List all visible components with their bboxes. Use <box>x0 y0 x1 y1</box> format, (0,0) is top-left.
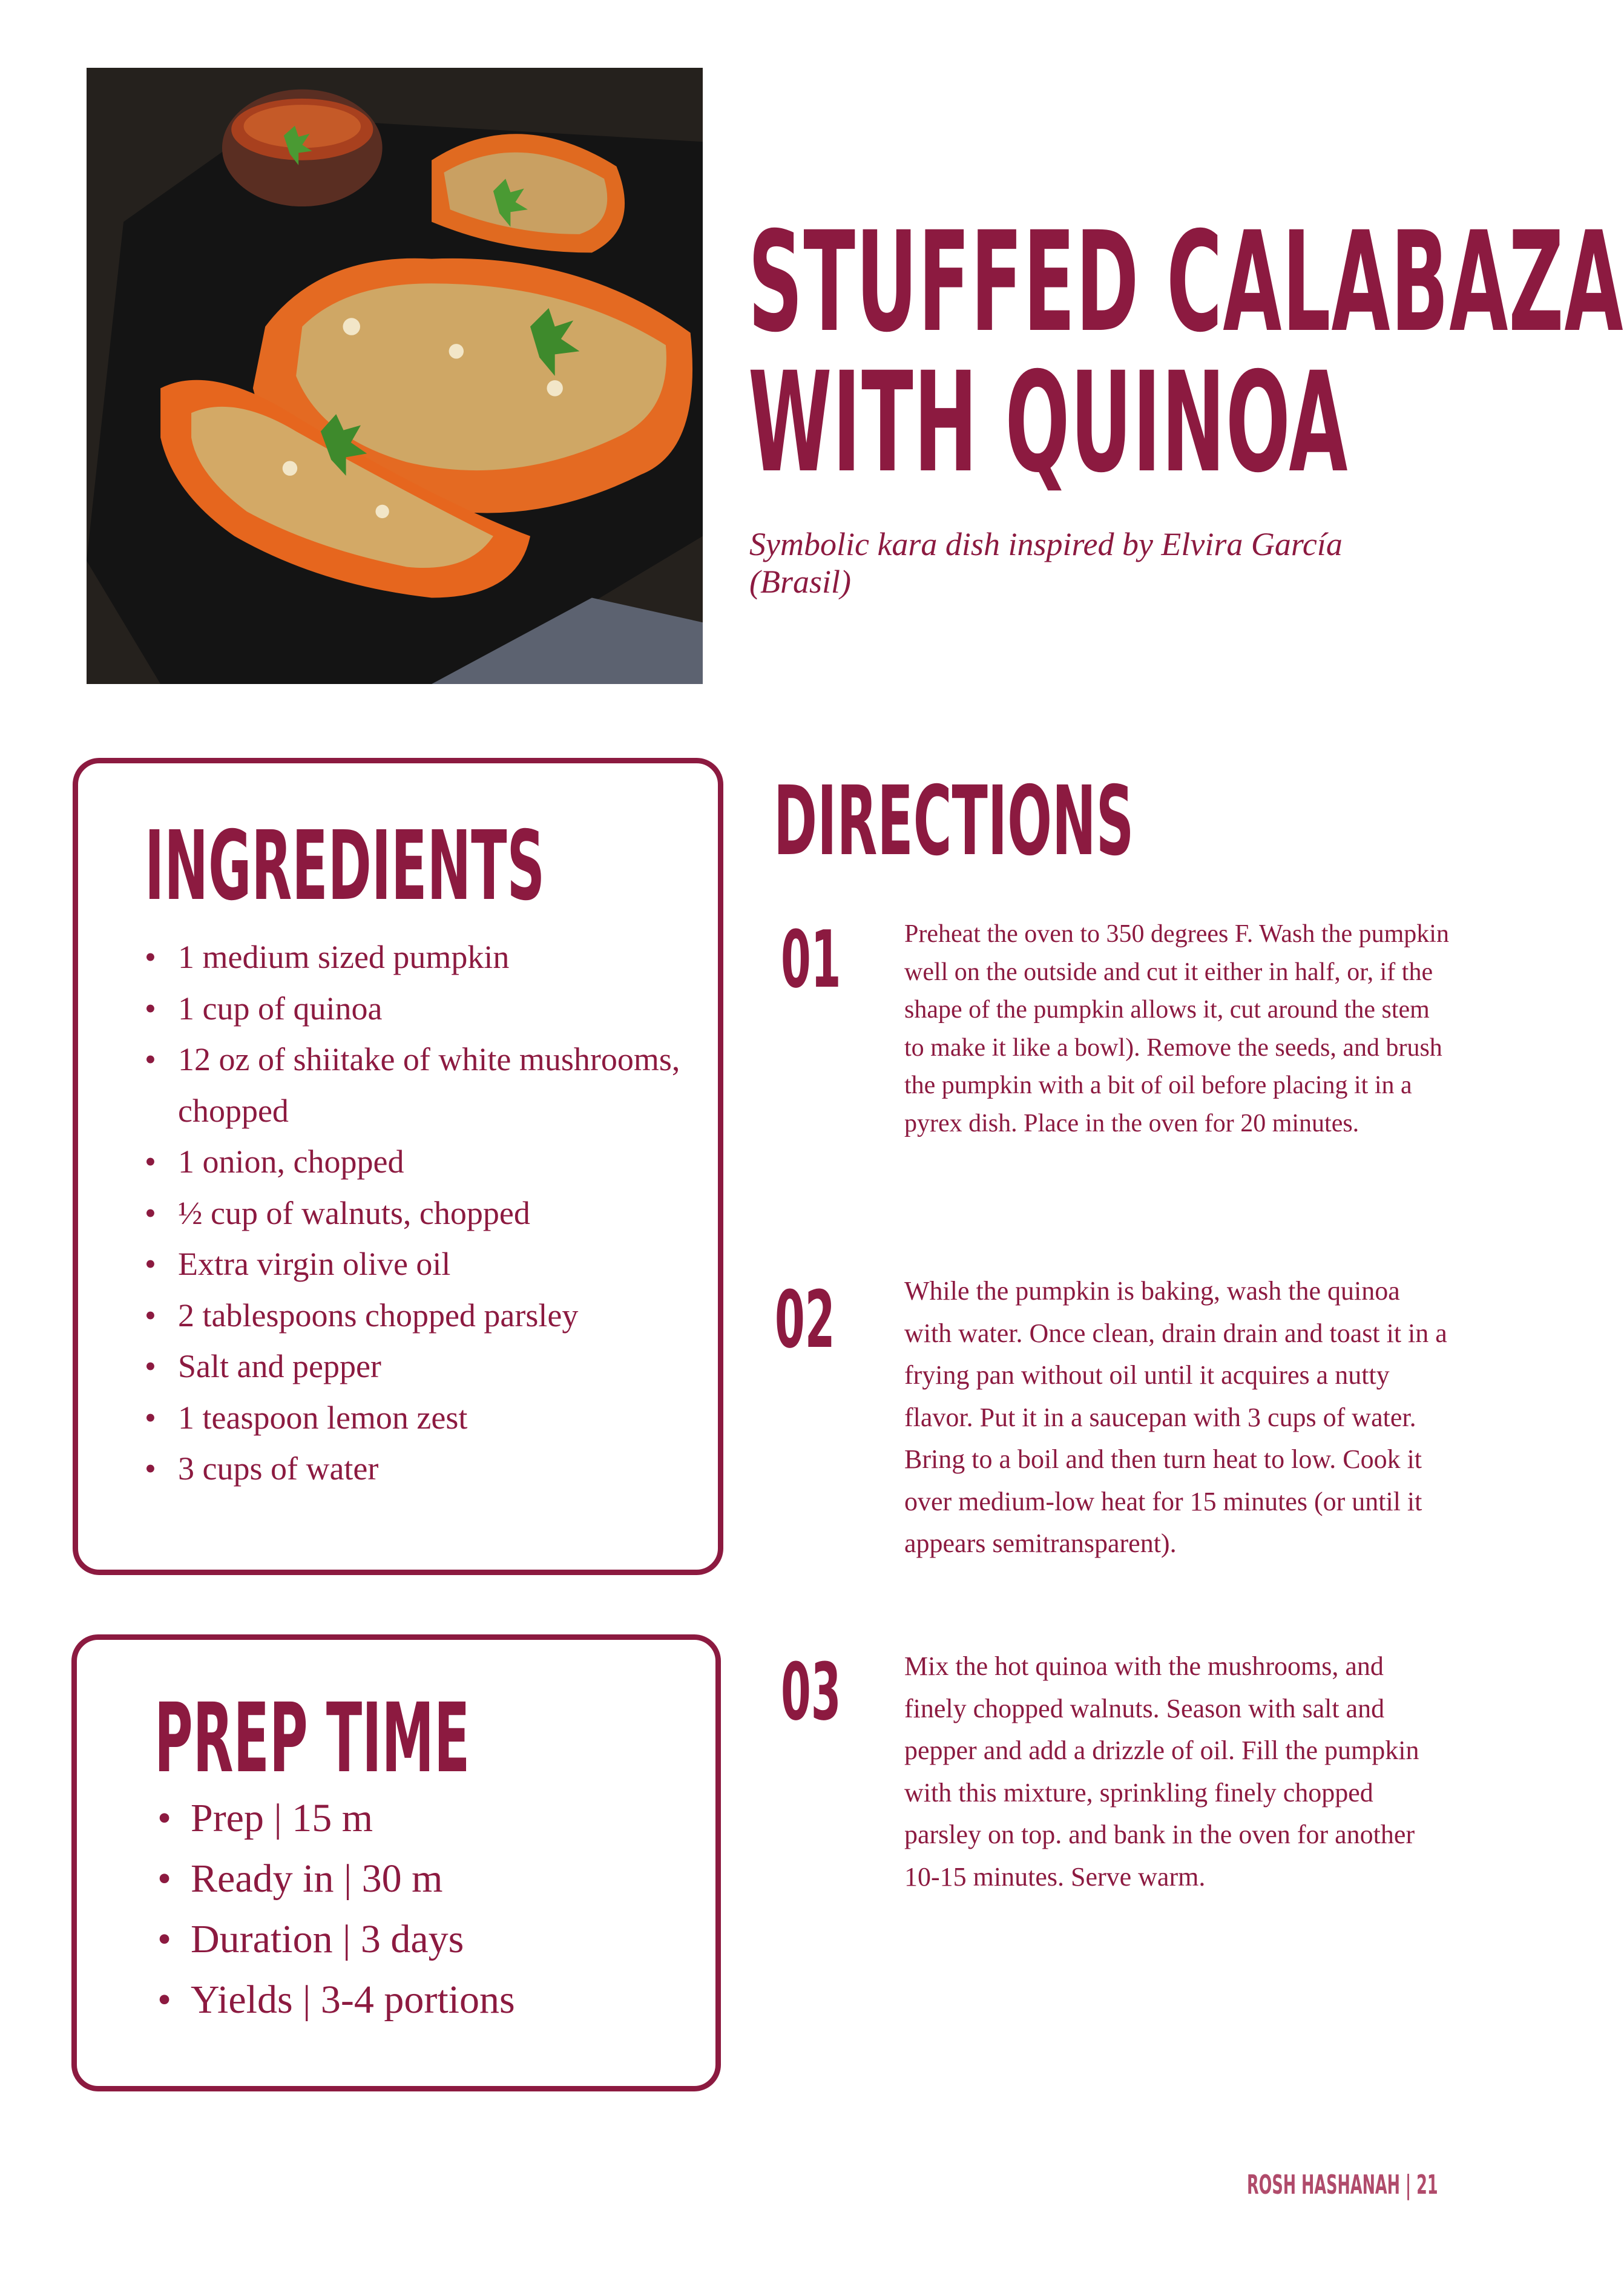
ingredients-list <box>178 932 699 1495</box>
directions-heading: DIRECTIONS <box>774 766 1134 877</box>
ingredients-heading: INGREDIENTS <box>145 811 545 922</box>
step-text: Mix the hot quinoa with the mushrooms, and finely chopped walnuts. Season with salt and pepper and add a drizzle of oil. Fill the pumpkin with this mixture, sprinkling finely chopped parsley on top. and bank in the oven for another 10-15 minutes. Serve warm. <box>904 1651 1419 1892</box>
ingredient-item: • Extra virgin olive oil <box>178 1239 699 1290</box>
step-text: While the pumpkin is baking, wash the quinoa with water. Once clean, drain drain and toast it in a frying pan without oil until it acquires a nutty flavor. Put it in a saucepan with 3 cups of water. Bring to a boil and then turn heat to low. Cook it over medium-low heat for 15 minutes (or until it appears semitransparent). <box>904 1276 1447 1558</box>
ingredient-item: • 1 medium sized pumpkin <box>178 932 699 983</box>
prep-time-item: • Yields | 3-4 portions <box>191 1970 687 2030</box>
step-number: 03 <box>781 1646 841 1738</box>
prep-time-heading: PREP TIME <box>154 1683 470 1794</box>
ingredient-item: • ½ cup of walnuts, chopped <box>178 1188 699 1239</box>
recipe-photo <box>87 68 703 684</box>
prep-time-card <box>71 1634 721 2091</box>
stuffed-pumpkin-illustration <box>87 68 703 684</box>
ingredient-item: • 3 cups of water <box>178 1443 699 1495</box>
ingredient-item: • 1 onion, chopped <box>178 1136 699 1188</box>
recipe-subtitle: Symbolic kara dish inspired by Elvira García (Brasil) <box>749 526 1343 600</box>
ingredients-card <box>73 758 723 1575</box>
recipe-title-line-2: WITH QUINOA <box>748 342 1349 503</box>
step-number: 01 <box>781 913 841 1005</box>
recipe-title-line-1: STUFFED CALABAZA <box>748 202 1624 363</box>
page-footer: ROSH HASHANAH | 21 <box>1247 2170 1438 2200</box>
ingredient-item: • 2 tablespoons chopped parsley <box>178 1290 699 1341</box>
prep-time-item: • Duration | 3 days <box>191 1909 687 1970</box>
prep-time-item: • Ready in | 30 m <box>191 1849 687 1909</box>
ingredient-item: • 12 oz of shiitake of white mushrooms, chopped <box>178 1034 699 1136</box>
ingredient-item: • 1 cup of quinoa <box>178 983 699 1035</box>
step-text: Preheat the oven to 350 degrees F. Wash the pumpkin well on the outside and cut it either in half, or, if the shape of the pumpkin allows it, cut around the stem to make it like a bowl). Remove the seeds, and brush the pumpkin with a bit of oil before placing it in a pyrex dish. Place in the oven for 20 minutes. <box>904 920 1449 1137</box>
step-number: 02 <box>775 1274 835 1366</box>
ingredient-item: • 1 teaspoon lemon zest <box>178 1392 699 1444</box>
recipe-title <box>748 202 1624 503</box>
prep-time-item: • Prep | 15 m <box>191 1788 687 1849</box>
ingredient-item: • Salt and pepper <box>178 1341 699 1392</box>
prep-time-list <box>191 1788 687 2030</box>
